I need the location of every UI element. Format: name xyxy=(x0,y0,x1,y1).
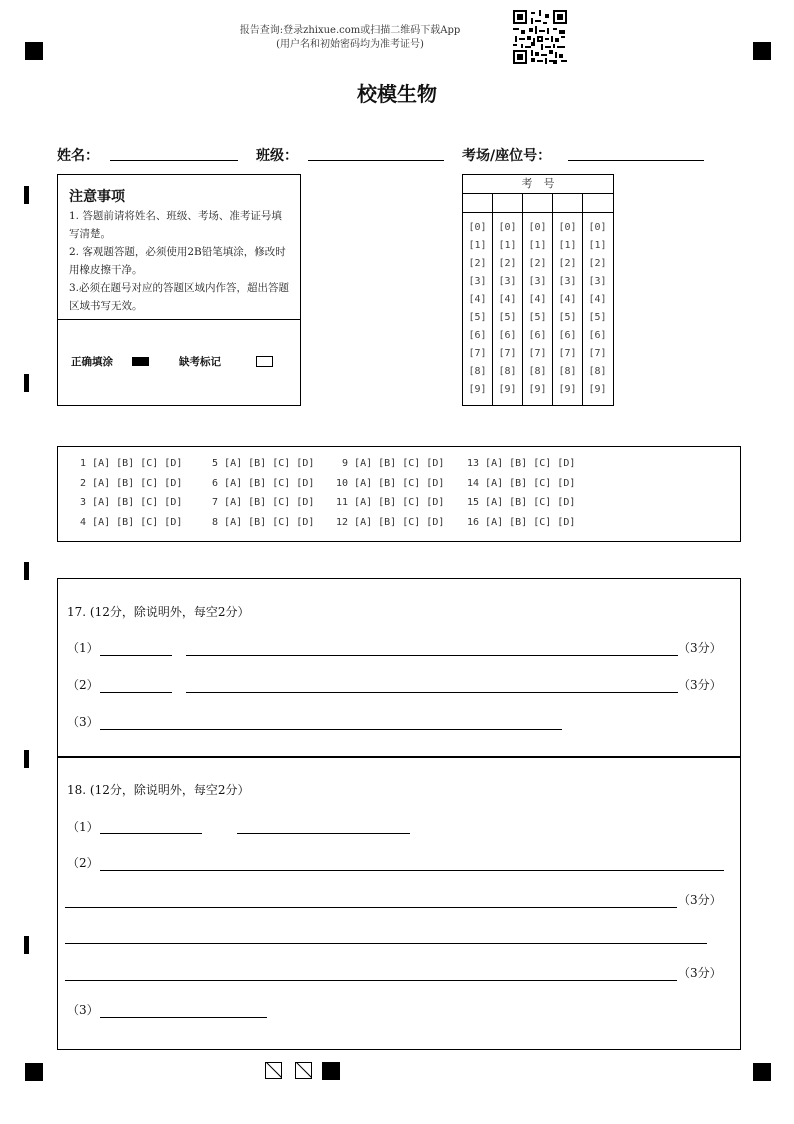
corner-mark-bottom-right xyxy=(753,1063,771,1081)
exam-digit-bubble[interactable]: [8] xyxy=(558,366,577,377)
exam-digit-bubble[interactable]: [6] xyxy=(498,330,517,341)
q17-blank-2-label: （2） xyxy=(67,678,99,692)
exam-digit-bubble[interactable]: [4] xyxy=(528,294,547,305)
exam-digit-bubble[interactable]: [4] xyxy=(468,294,487,305)
exam-digit-bubble[interactable]: [6] xyxy=(468,330,487,341)
exam-digit-bubble[interactable]: [2] xyxy=(468,258,487,269)
exam-digit-bubble[interactable]: [8] xyxy=(498,366,517,377)
notice-item: 2. 客观题答题，必须使用2B铅笔填涂，修改时用橡皮擦干净。 xyxy=(69,246,286,276)
exam-digit-bubble[interactable]: [3] xyxy=(498,276,517,287)
timing-mark xyxy=(24,562,29,580)
choice-question-12[interactable]: 12 [A] [B] [C] [D] xyxy=(336,516,445,528)
corner-mark-top-right xyxy=(753,42,771,60)
q17-blank-2a[interactable] xyxy=(100,692,172,693)
notice-item: 1. 答题前请将姓名、班级、考场、准考证号填写清楚。 xyxy=(69,210,282,240)
q17-blank-1b[interactable] xyxy=(186,655,678,656)
timing-mark xyxy=(24,936,29,954)
exam-digit-bubble[interactable]: [7] xyxy=(558,348,577,359)
exam-digit-bubble[interactable]: [0] xyxy=(468,222,487,233)
choice-question-2[interactable]: 2 [A] [B] [C] [D] xyxy=(74,477,183,489)
choice-question-14[interactable]: 14 [A] [B] [C] [D] xyxy=(467,477,576,489)
q17-points-2: （3分） xyxy=(678,678,722,692)
exam-digit-bubble[interactable]: [2] xyxy=(528,258,547,269)
q18-blank-2-line-2[interactable] xyxy=(65,907,677,908)
timing-mark xyxy=(24,186,29,204)
question-17-title: 17. (12分，除说明外，每空2分） xyxy=(67,605,250,619)
exam-digit-bubble[interactable]: [3] xyxy=(558,276,577,287)
exam-digit-bubble[interactable]: [3] xyxy=(588,276,607,287)
q18-points-1: （3分） xyxy=(678,893,722,907)
exam-digit-bubble[interactable]: [6] xyxy=(528,330,547,341)
question-18-title: 18. (12分，除说明外，每空2分） xyxy=(67,783,250,797)
choice-question-13[interactable]: 13 [A] [B] [C] [D] xyxy=(467,458,576,469)
exam-digit-bubble[interactable]: [7] xyxy=(498,348,517,359)
choice-question-11[interactable]: 11 [A] [B] [C] [D] xyxy=(336,497,445,508)
exam-digit-bubble[interactable]: [6] xyxy=(588,330,607,341)
multiple-choice-box xyxy=(57,446,741,542)
q17-blank-2b[interactable] xyxy=(186,692,678,693)
q17-points-1: （3分） xyxy=(678,641,722,655)
exam-digit-bubble[interactable]: [9] xyxy=(498,384,517,395)
choice-question-4[interactable]: 4 [A] [B] [C] [D] xyxy=(74,516,183,528)
q18-blank-1a[interactable] xyxy=(100,833,202,834)
q17-blank-1a[interactable] xyxy=(100,655,172,656)
exam-digit-bubble[interactable]: [0] xyxy=(558,222,577,233)
exam-digit-bubble[interactable]: [8] xyxy=(528,366,547,377)
choice-question-9[interactable]: 9 [A] [B] [C] [D] xyxy=(336,458,445,469)
exam-digit-bubble[interactable]: [4] xyxy=(588,294,607,305)
q18-blank-2-line-4[interactable] xyxy=(65,980,677,981)
exam-digit-bubble[interactable]: [4] xyxy=(558,294,577,305)
q18-blank-1-label: （1） xyxy=(67,820,99,834)
q18-blank-2-label: （2） xyxy=(67,856,99,870)
exam-digit-bubble[interactable]: [1] xyxy=(558,240,577,251)
choice-question-6[interactable]: 6 [A] [B] [C] [D] xyxy=(206,477,315,489)
q18-blank-2-line-1[interactable] xyxy=(100,870,724,871)
question-18-box xyxy=(57,756,741,1050)
exam-digit-bubble[interactable]: [6] xyxy=(558,330,577,341)
correct-fill-sample xyxy=(132,357,149,366)
exam-digit-bubble[interactable]: [8] xyxy=(468,366,487,377)
choice-question-7[interactable]: 7 [A] [B] [C] [D] xyxy=(206,497,315,508)
report-query-text: 报告查询:登录zhixue.com或扫描二维码下载App xyxy=(239,25,461,36)
choice-question-3[interactable]: 3 [A] [B] [C] [D] xyxy=(74,497,183,508)
exam-number-write-row[interactable] xyxy=(463,194,613,213)
correct-fill-label: 正确填涂 xyxy=(71,356,113,368)
exam-digit-bubble[interactable]: [7] xyxy=(588,348,607,359)
page-mark-crossed xyxy=(265,1062,282,1079)
exam-digit-bubble[interactable]: [0] xyxy=(498,222,517,233)
exam-digit-bubble[interactable]: [9] xyxy=(588,384,607,395)
exam-digit-bubble[interactable]: [1] xyxy=(528,240,547,251)
q18-blank-3-label: （3） xyxy=(67,1003,99,1017)
notice-box xyxy=(57,174,301,406)
exam-digit-bubble[interactable]: [0] xyxy=(588,222,607,233)
exam-digit-bubble[interactable]: [3] xyxy=(468,276,487,287)
corner-mark-bottom-left xyxy=(25,1063,43,1081)
exam-number-grid xyxy=(462,174,614,406)
exam-digit-bubble[interactable]: [0] xyxy=(528,222,547,233)
page-title: 校模生物 xyxy=(357,82,437,106)
q18-blank-2-line-3[interactable] xyxy=(65,943,707,944)
choice-question-5[interactable]: 5 [A] [B] [C] [D] xyxy=(206,458,315,469)
seat-label: 考场/座位号： xyxy=(462,148,552,164)
question-17-box xyxy=(57,578,741,758)
exam-digit-bubble[interactable]: [4] xyxy=(498,294,517,305)
exam-digit-bubble[interactable]: [9] xyxy=(528,384,547,395)
exam-digit-bubble[interactable]: [5] xyxy=(468,312,487,323)
choice-question-15[interactable]: 15 [A] [B] [C] [D] xyxy=(467,497,576,508)
notice-item: 3.必须在题号对应的答题区域内作答，超出答题区域书写无效。 xyxy=(69,282,290,312)
choice-question-8[interactable]: 8 [A] [B] [C] [D] xyxy=(206,516,315,528)
notice-divider xyxy=(58,319,300,320)
q18-blank-3[interactable] xyxy=(100,1017,267,1018)
exam-digit-bubble[interactable]: [7] xyxy=(468,348,487,359)
timing-mark xyxy=(24,750,29,768)
timing-mark xyxy=(24,374,29,392)
notice-title: 注意事项 xyxy=(69,189,125,205)
exam-digit-bubble[interactable]: [2] xyxy=(588,258,607,269)
exam-digit-bubble[interactable]: [2] xyxy=(498,258,517,269)
name-input-line[interactable] xyxy=(110,160,238,161)
exam-digit-bubble[interactable]: [2] xyxy=(558,258,577,269)
exam-digit-bubble[interactable]: [8] xyxy=(588,366,607,377)
exam-digit-bubble[interactable]: [9] xyxy=(558,384,577,395)
absent-mark-checkbox[interactable] xyxy=(256,356,273,367)
class-label: 班级： xyxy=(256,148,298,164)
exam-digit-bubble[interactable]: [1] xyxy=(468,240,487,251)
exam-digit-bubble[interactable]: [3] xyxy=(528,276,547,287)
absent-mark-label: 缺考标记 xyxy=(179,356,221,368)
q18-blank-1b[interactable] xyxy=(237,833,410,834)
exam-number-title: 考 号 xyxy=(463,175,613,194)
exam-digit-bubble[interactable]: [5] xyxy=(588,312,607,323)
exam-digit-bubble[interactable]: [5] xyxy=(498,312,517,323)
q17-blank-3[interactable] xyxy=(100,729,562,730)
page-mark-filled xyxy=(322,1062,340,1080)
qr-code-icon xyxy=(513,10,567,64)
page-mark-crossed xyxy=(295,1062,312,1079)
exam-digit-bubble[interactable]: [5] xyxy=(558,312,577,323)
class-input-line[interactable] xyxy=(308,160,444,161)
corner-mark-top-left xyxy=(25,42,43,60)
exam-digit-bubble[interactable]: [7] xyxy=(528,348,547,359)
q17-blank-3-label: （3） xyxy=(67,715,99,729)
exam-digit-bubble[interactable]: [1] xyxy=(588,240,607,251)
choice-question-16[interactable]: 16 [A] [B] [C] [D] xyxy=(467,516,576,528)
exam-digit-bubble[interactable]: [5] xyxy=(528,312,547,323)
q18-points-2: （3分） xyxy=(678,966,722,980)
exam-digit-bubble[interactable]: [9] xyxy=(468,384,487,395)
exam-digit-bubble[interactable]: [1] xyxy=(498,240,517,251)
choice-question-10[interactable]: 10 [A] [B] [C] [D] xyxy=(336,477,445,489)
choice-question-1[interactable]: 1 [A] [B] [C] [D] xyxy=(74,458,183,469)
q17-blank-1-label: （1） xyxy=(67,641,99,655)
seat-input-line[interactable] xyxy=(568,160,704,161)
name-label: 姓名： xyxy=(57,148,99,164)
credential-note: (用户名和初始密码均为准考证号) xyxy=(276,39,424,50)
